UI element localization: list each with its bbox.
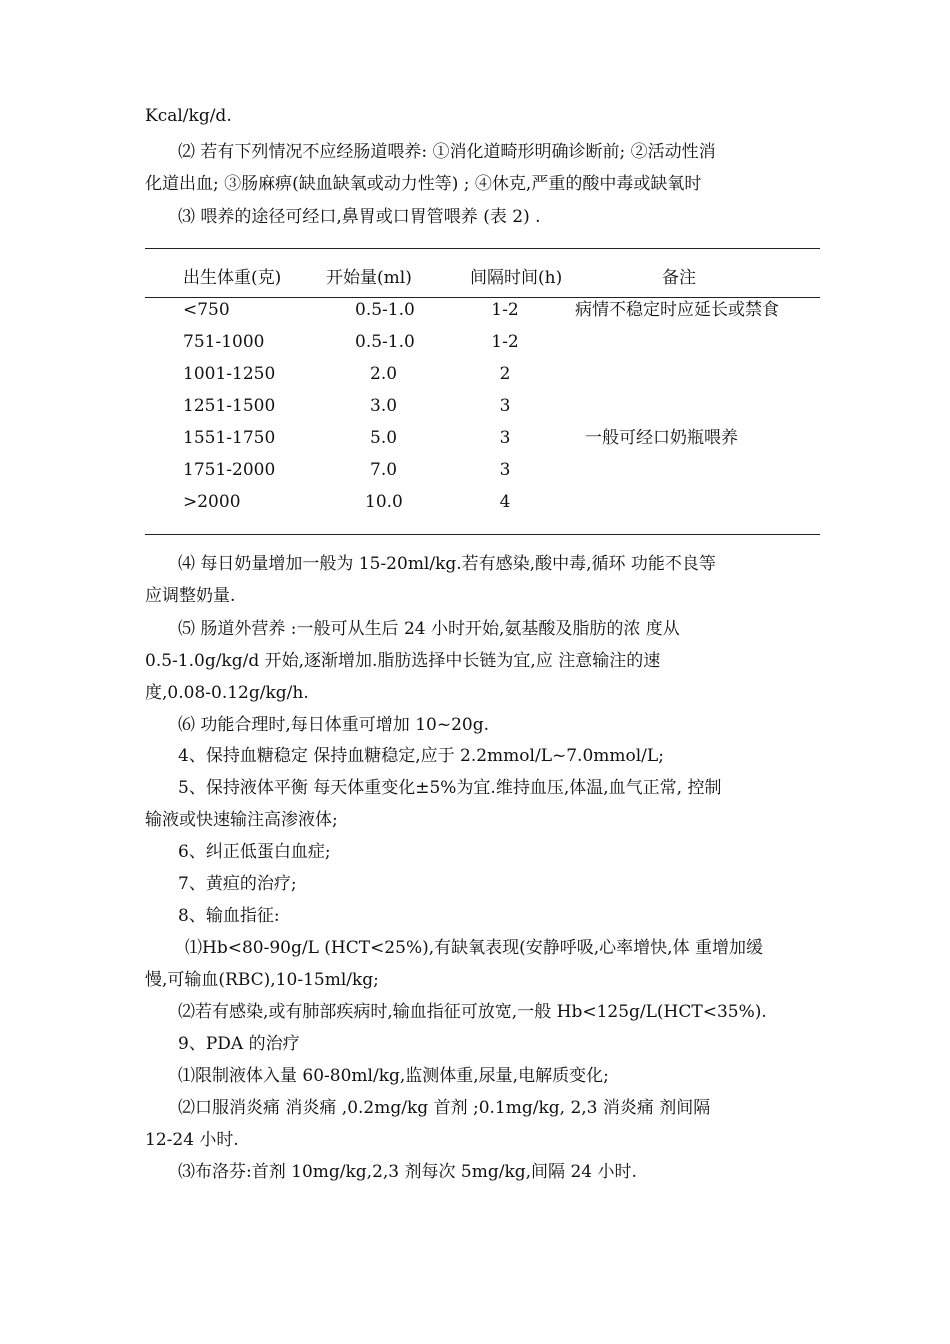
cell-weight: <750 [183, 300, 230, 320]
cell-interval: 4 [499, 492, 511, 512]
cell-note: 病情不稳定时应延长或禁食 [575, 300, 779, 320]
cell-weight: 1001-1250 [183, 364, 276, 384]
text-line: ⑹ 功能合理时,每日体重可增加 10~20g. [178, 715, 490, 735]
text-line: ⑸ 肠道外营养 :一般可从生后 24 小时开始,氨基酸及脂肪的浓 度从 [178, 619, 680, 639]
text-line: 应调整奶量. [145, 586, 236, 606]
cell-start: 2.0 [370, 364, 398, 384]
text-line: 度,0.08-0.12g/kg/h. [145, 683, 309, 703]
text-line: ⑴Hb<80-90g/L (HCT<25%),有缺氧表现(安静呼吸,心率增快,体 重增加缓 [185, 938, 763, 958]
cell-weight: 1751-2000 [183, 460, 276, 480]
text-line: 6、纠正低蛋白血症; [178, 842, 331, 862]
cell-weight: 1551-1750 [183, 428, 276, 448]
cell-start: 7.0 [370, 460, 398, 480]
table-header-note: 备注 [662, 268, 696, 288]
text-line: 7、黄疸的治疗; [178, 874, 297, 894]
table-header-weight: 出生体重(克) [183, 268, 282, 288]
text-line: 输液或快速输注高渗液体; [145, 810, 338, 830]
text-line: ⑷ 每日奶量增加一般为 15-20ml/kg.若有感染,酸中毒,循环 功能不良等 [178, 554, 716, 574]
cell-interval: 3 [499, 428, 511, 448]
text-line: ⑴限制液体入量 60-80ml/kg,监测体重,尿量,电解质变化; [178, 1066, 609, 1086]
table-header-interval: 间隔时间(h) [470, 268, 563, 288]
text-line: ⑵ 若有下列情况不应经肠道喂养: ①消化道畸形明确诊断前; ②活动性消 [178, 142, 716, 162]
cell-weight: 1251-1500 [183, 396, 276, 416]
text-line: ⑶布洛芬:首剂 10mg/kg,2,3 剂每次 5mg/kg,间隔 24 小时. [178, 1162, 637, 1182]
cell-note: 一般可经口奶瓶喂养 [585, 428, 738, 448]
cell-weight: 751-1000 [183, 332, 265, 352]
cell-start: 10.0 [365, 492, 403, 512]
text-line: 5、保持液体平衡 每天体重变化±5%为宜.维持血压,体温,血气正常, 控制 [178, 778, 722, 798]
cell-start: 5.0 [370, 428, 398, 448]
cell-interval: 1-2 [491, 332, 519, 352]
cell-start: 0.5-1.0 [355, 332, 415, 352]
text-line: 12-24 小时. [145, 1130, 239, 1150]
cell-start: 0.5-1.0 [355, 300, 415, 320]
text-line: 4、保持血糖稳定 保持血糖稳定,应于 2.2mmol/L~7.0mmol/L; [178, 746, 664, 766]
text-line: ⑵若有感染,或有肺部疾病时,输血指征可放宽,一般 Hb<125g/L(HCT<35%). [178, 1002, 767, 1022]
cell-interval: 3 [499, 396, 511, 416]
text-line: ⑵口服消炎痛 消炎痛 ,0.2mg/kg 首剂 ;0.1mg/kg, 2,3 消炎痛 剂间隔 [178, 1098, 711, 1118]
text-line: 化道出血; ③肠麻痹(缺血缺氧或动力性等) ; ④休克,严重的酸中毒或缺氧时 [145, 174, 702, 194]
table-header-start: 开始量(ml) [326, 268, 412, 288]
cell-interval: 1-2 [491, 300, 519, 320]
text-line: Kcal/kg/d. [145, 106, 232, 126]
text-line: ⑶ 喂养的途径可经口,鼻胃或口胃管喂养 (表 2) . [178, 207, 541, 227]
cell-start: 3.0 [370, 396, 398, 416]
text-line: 9、PDA 的治疗 [178, 1034, 300, 1054]
text-line: 0.5-1.0g/kg/d 开始,逐渐增加.脂肪选择中长链为宜,应 注意输注的速 [145, 651, 661, 671]
cell-interval: 3 [499, 460, 511, 480]
cell-weight: >2000 [183, 492, 241, 512]
text-line: 8、输血指征: [178, 906, 280, 926]
table-top-rule [145, 248, 820, 249]
text-line: 慢,可输血(RBC),10-15ml/kg; [145, 970, 379, 990]
table-bottom-rule [145, 534, 820, 535]
cell-interval: 2 [499, 364, 511, 384]
